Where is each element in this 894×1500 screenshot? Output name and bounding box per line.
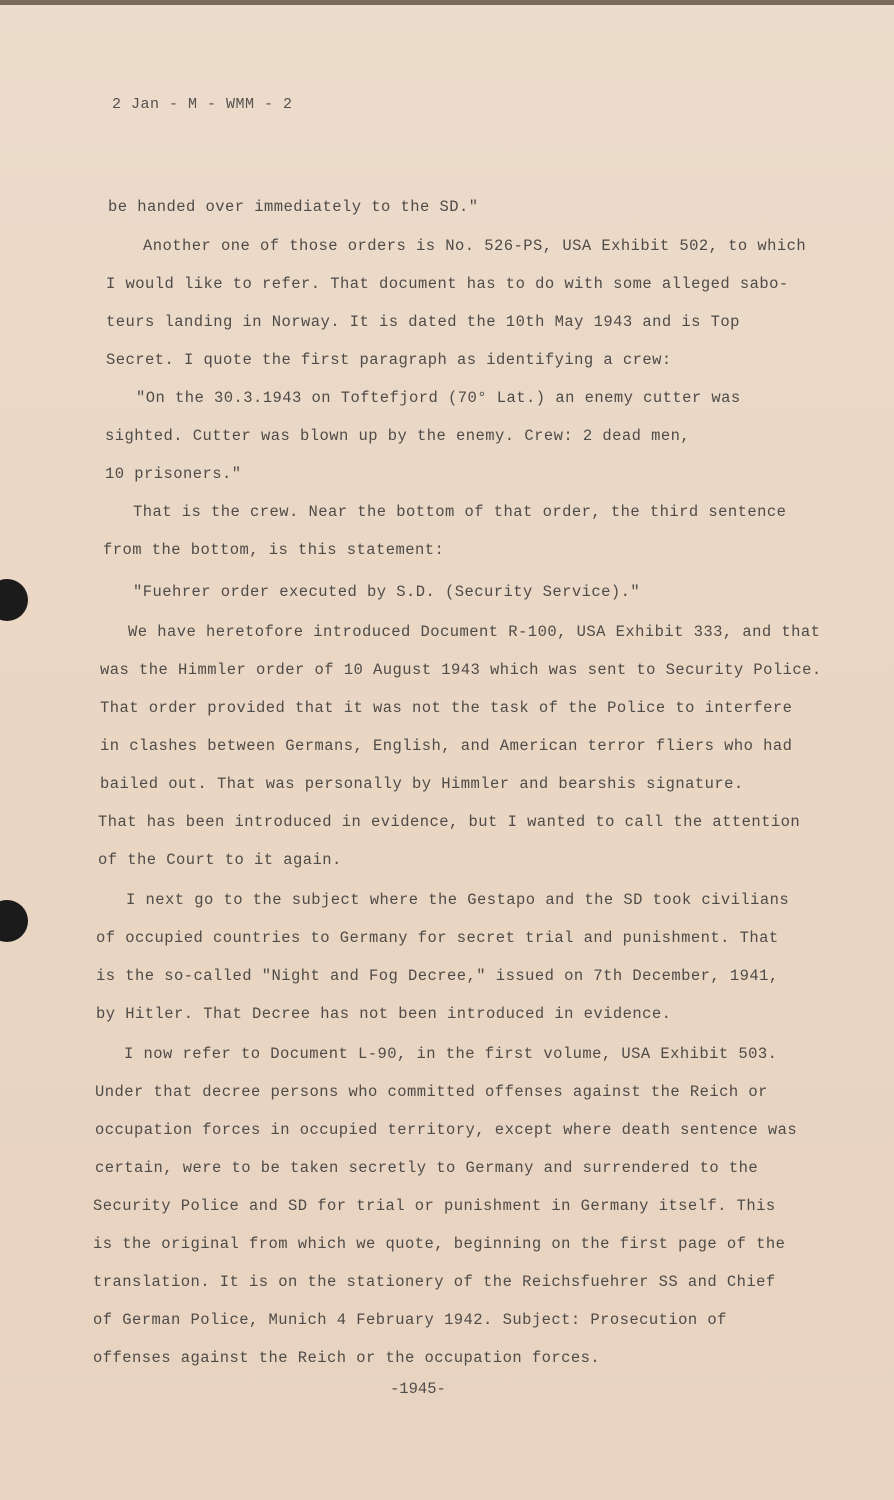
- text-line: was the Himmler order of 10 August 1943 which was sent to Security Police.: [100, 661, 822, 679]
- text-line: Security Police and SD for trial or punishment in Germany itself. This: [93, 1197, 776, 1215]
- text-line: Another one of those orders is No. 526-PS, USA Exhibit 502, to which: [143, 237, 807, 255]
- text-line: is the so-called "Night and Fog Decree," issued on 7th December, 1941,: [96, 967, 779, 985]
- text-line: of German Police, Munich 4 February 1942. Subject: Prosecution of: [93, 1311, 727, 1329]
- text-line: bailed out. That was personally by Himmler and bearshis signature.: [100, 775, 744, 793]
- text-line: by Hitler. That Decree has not been introduced in evidence.: [96, 1005, 672, 1023]
- page-header: 2 Jan - M - WMM - 2: [112, 96, 293, 113]
- text-line: occupation forces in occupied territory, except where death sentence was: [95, 1121, 798, 1139]
- text-line: be handed over immediately to the SD.": [108, 198, 479, 216]
- text-line: That is the crew. Near the bottom of that order, the third sentence: [133, 503, 787, 521]
- text-line: That order provided that it was not the task of the Police to interfere: [100, 699, 793, 717]
- text-line: of occupied countries to Germany for secret trial and punishment. That: [96, 929, 779, 947]
- binder-hole-lower: [0, 900, 28, 942]
- text-line: Under that decree persons who committed offenses against the Reich or: [95, 1083, 768, 1101]
- text-line: certain, were to be taken secretly to Germany and surrendered to the: [95, 1159, 759, 1177]
- text-line: offenses against the Reich or the occupation forces.: [93, 1349, 601, 1367]
- text-line: "On the 30.3.1943 on Toftefjord (70° Lat.) an enemy cutter was: [136, 389, 741, 407]
- text-line: 10 prisoners.": [105, 465, 242, 483]
- text-line: sighted. Cutter was blown up by the enemy. Crew: 2 dead men,: [105, 427, 691, 445]
- text-line: "Fuehrer order executed by S.D. (Security Service).": [133, 583, 641, 601]
- text-line: of the Court to it again.: [98, 851, 342, 869]
- text-line: teurs landing in Norway. It is dated the 10th May 1943 and is Top: [106, 313, 740, 331]
- binder-hole-upper: [0, 579, 28, 621]
- text-line: I would like to refer. That document has to do with some alleged sabo-: [106, 275, 789, 293]
- text-line: Secret. I quote the first paragraph as identifying a crew:: [106, 351, 672, 369]
- text-line: is the original from which we quote, beginning on the first page of the: [93, 1235, 786, 1253]
- text-line: That has been introduced in evidence, but I wanted to call the attention: [98, 813, 801, 831]
- text-line: translation. It is on the stationery of the Reichsfuehrer SS and Chief: [93, 1273, 776, 1291]
- text-line: in clashes between Germans, English, and American terror fliers who had: [100, 737, 793, 755]
- text-line: We have heretofore introduced Document R-100, USA Exhibit 333, and that: [128, 623, 821, 641]
- text-line: I next go to the subject where the Gestapo and the SD took civilians: [126, 891, 790, 909]
- page-number: -1945-: [390, 1380, 446, 1398]
- page-top-edge: [0, 0, 894, 5]
- text-line: from the bottom, is this statement:: [103, 541, 445, 559]
- text-line: I now refer to Document L-90, in the first volume, USA Exhibit 503.: [124, 1045, 778, 1063]
